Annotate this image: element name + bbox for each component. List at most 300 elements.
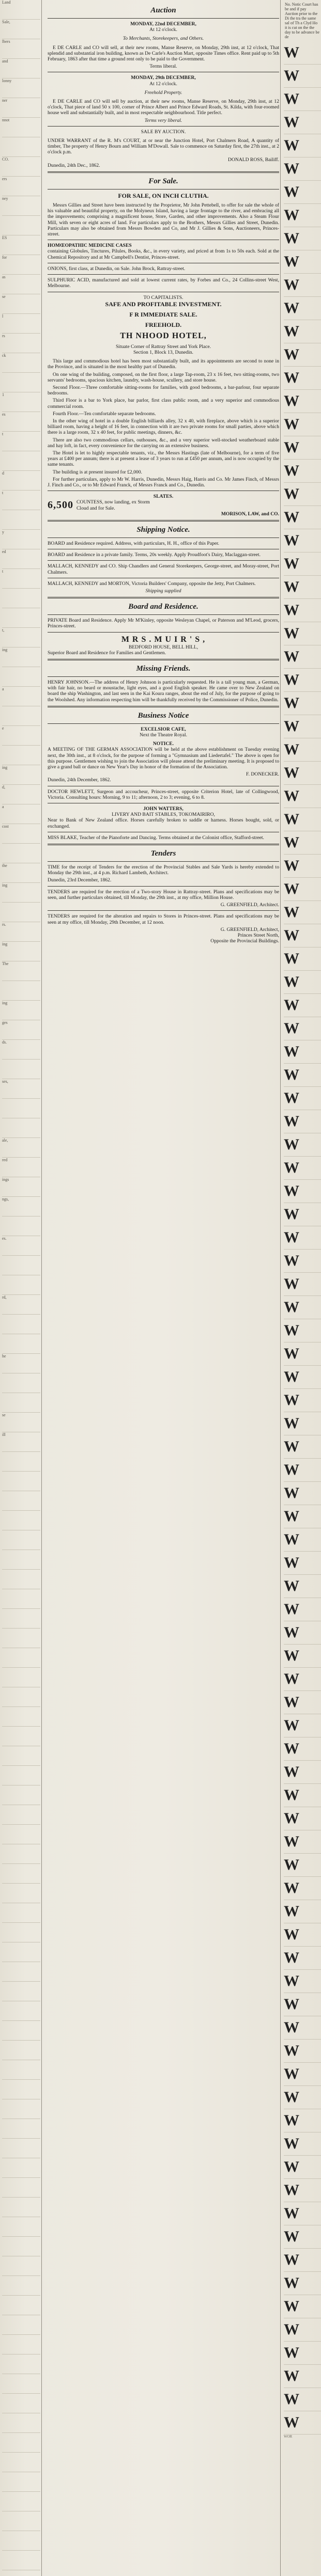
business-header: Business Notice [137,711,189,720]
w-advert-row [284,65,321,88]
w-advert-letter: W [284,857,299,874]
left-column-line [2,137,40,157]
left-column-line [2,1550,40,1570]
watters-body: Near to Bank of New Zealand office. Horses carefully broken to saddle or harness. Horses bought, sold, or exchanged. [48,817,279,829]
w-advert-letter: W [284,2228,299,2245]
w-advert-letter: W [284,880,299,897]
left-column-line: nnot [2,118,40,137]
left-column-line [2,1746,40,1766]
divider [48,676,279,677]
muirs-name: M R S . M U I R ' S , [121,635,206,644]
w-advert-letter: W [284,2182,299,2199]
w-advert-row [284,1040,321,1064]
left-column-line [2,2453,40,2472]
w-advert-letter: W [284,369,299,386]
divider [48,723,279,724]
column-rule-left [41,0,42,2576]
w-advert-letter: W [284,439,299,456]
w-advert-row [284,1830,321,1854]
left-column-line [2,903,40,922]
left-column-line: lonny [2,78,40,98]
left-column-line: ing [2,647,40,667]
w-advert-row [284,1459,321,1482]
watters-title: LIVERY AND BAIT STABLES, TOKOMAIRIRO, [112,812,215,818]
w-advert-row [284,343,321,367]
left-column-line: ill [2,1432,40,1452]
tenders-header: Tenders [150,849,176,858]
w-advert-row [284,320,321,343]
auction-3-body: UNDER WARRANT of the R. M's COURT, at or near the Junction Hotel, Port Chalmers Road, A quantity of timber, The property of Henry Bourn and William M'Dowall. Sale to commence on Saturday first, the 27th inst., at 2 o'clock p.m. [48,138,279,155]
w-advert-letter: W [284,2344,299,2361]
w-advert-row [284,1761,321,1784]
w-advert-letter: W [284,2042,299,2059]
auction-2-date: MONDAY, 29th DECEMBER, [131,75,196,81]
left-column-line: Sale, [2,20,40,39]
w-advert-row [284,88,321,111]
w-advert-row [284,2086,321,2109]
left-column-line [2,1884,40,1903]
w-advert-letter: W [284,1996,299,2013]
left-column-line: rs. [2,922,40,942]
w-advert-row [284,622,321,645]
left-column-line [2,2178,40,2198]
w-advert-letter: W [284,392,299,409]
capitalists-para-10: For further particulars, apply to Mr W. Harris, Dunedin, Messrs Haig, Harris and Co. Mr James Finch, of Messrs J. Finch and Co., or to Mr Edward Franck, of Messrs Franck and Co., Dunedin. [48,476,279,488]
w-advert-letter: W [284,1624,299,1641]
w-advert-row [284,529,321,552]
left-column-line: ale, [2,1138,40,1158]
w-advert-row [284,2016,321,2040]
divider [48,632,279,633]
w-advert-row [284,1157,321,1180]
left-column-line [2,1315,40,1334]
left-column-line [2,1060,40,1079]
left-column-line: t [2,491,40,510]
left-column-line: cost [2,824,40,844]
w-advert-letter: W [284,973,299,990]
w-advert-row [284,1528,321,1552]
w-advert-letter: W [284,44,299,61]
capitalists-para-5: Fourth Floor.—Ten comfortable separate bedrooms. [53,410,156,417]
w-advert-stack [284,41,321,2435]
left-column-line [2,2354,40,2374]
capitalists-para-7: There are also two commodious cellars, outhouses, &c., and a very superior well-stocked weatherboard stable and hay loft, in fact, every convenience for the carrying on an extensive business. [48,437,279,449]
left-column-line [2,1589,40,1609]
w-advert-row [284,41,321,65]
cafe-addr: Next the Theatre Royal. [140,732,187,738]
w-advert-letter: W [284,532,299,549]
w-advert-letter: W [284,2065,299,2082]
w-advert-letter: W [284,1043,299,1060]
left-column-line: ney [2,196,40,216]
w-advert-row [284,1947,321,1970]
w-advert-row [284,1412,321,1435]
left-column-line: es [2,412,40,432]
w-advert-letter: W [284,1484,299,1502]
slates-desc-2: Cloud and for Sale. [77,505,115,511]
left-column-line [2,2217,40,2237]
capitalists-section: Section 1, Block 13, Dunedin. [133,349,193,355]
shipping-ad-1: BOARD and Residence required. Address, with particulars, H. H., office of this Paper. [48,540,220,546]
left-column-line: y [2,530,40,549]
w-advert-row [284,924,321,947]
divider [48,18,279,19]
w-advert-letter: W [284,1415,299,1432]
w-advert-letter: W [284,625,299,642]
w-advert-row [284,390,321,413]
w-advert-row [284,1226,321,1250]
w-advert-letter: W [284,1694,299,1711]
meeting-signer: F. DONECKER. [246,771,279,778]
w-advert-row [284,1110,321,1133]
w-advert-row [284,2040,321,2063]
auction-1-terms: Terms liberal. [149,64,177,70]
w-advert-letter: W [284,811,299,828]
homoeopathic-title: HOMŒOPATHIC MEDICINE CASES [48,243,132,249]
w-advert-row [284,1784,321,1807]
w-advert-letter: W [284,1879,299,1897]
slates-desc [77,499,150,511]
left-column-line [2,510,40,530]
left-column-line [2,1982,40,2001]
slates-row [48,499,279,511]
w-advert-letter: W [284,67,299,84]
w-advert-letter: W [284,323,299,340]
left-column-line [2,2099,40,2119]
w-advert-row [284,1923,321,1947]
left-column-line [2,2511,40,2531]
w-advert-letter: W [284,1229,299,1246]
board-ad-1: PRIVATE Board and Residence. Apply Mr M'Kinley, opposite Wesleyan Chapel, or Paterson and M'Leod, grocers, Princes-street. [48,618,279,629]
left-column-line [2,1864,40,1884]
w-advert-row [284,1807,321,1830]
w-advert-letter: W [284,787,299,804]
w-advert-row [284,2388,321,2411]
divider [48,910,279,911]
left-column-line [2,2080,40,2099]
homoeopathic-ad [48,243,279,260]
left-column-line: t [2,569,40,589]
left-column-line [2,1099,40,1118]
left-column-line [2,2119,40,2139]
left-column-line: ges [2,1020,40,1040]
w-advert-letter: W [284,2019,299,2036]
left-column-line: as [2,275,40,294]
capitalists-para-2: On one wing of the building, composed, on the first floor, a large Tap-room, 23 x 16 feet, two sitting-rooms, two servants' bedrooms, spacious kitchen, laundry, wash-house, scullery, and store house. [48,371,279,383]
left-column-line: red [2,1158,40,1177]
onions-ad: ONIONS, first class, at Dunedin, on Sale. John Brock, Rattray-street. [48,265,186,272]
w-advert-letter: W [284,741,299,758]
w-advert-letter: W [284,2112,299,2129]
left-column-line [2,2296,40,2315]
left-column-line [2,1530,40,1550]
left-column-line: se [2,1413,40,1432]
left-column-line [2,2413,40,2433]
w-advert-row [284,2342,321,2365]
w-advert-letter: W [284,1066,299,1083]
capitalists-para-8: The Hotel is let to highly respectable tenants, viz., the Messrs Hastings (late of Melbourne), for a term of five years at £400 per annum; there is at present a lease of 3 years to run at £450 per annum, and is now occupied by the same tenants. [48,450,279,468]
auction-2-title: Freehold Property. [144,89,182,96]
w-advert-row [284,831,321,855]
tenders-ad-1-dated: Dunedin, 23rd December, 1862. [48,877,112,883]
capitalists-hotel-title: TH NHOOD HOTEL, [120,331,207,340]
inch-clutha-body: Messrs Gillies and Street have been instructed by the Proprietor, Mr John Pettebell, to offer for sale the whole of his valuable and beautiful property, on the Molyneux Island, having a large frontage to the river, and embracing all the improvements; comprising a magnificent house, Store, Garden, and other improvements. Also a Steam Flour Mill, with seven or eight acres of land. For particulars apply to the Brothers, Messrs Gillies and Street, Dunedin. Particulars may also be obtained from Messrs Bowden and Co, and Mr J. Gillies & Sons, Auctioneers, Princes-street. [48,202,279,238]
left-column-line [2,2570,40,2576]
left-column-line [2,2237,40,2256]
left-column-line [2,1629,40,1648]
w-advert-letter: W [284,1345,299,1362]
w-advert-row [284,1900,321,1923]
auction-2-terms: Terms very liberal. [144,117,182,123]
left-column-line [2,1687,40,1707]
left-column-line [2,589,40,608]
w-advert-row [284,2318,321,2342]
w-advert-row [284,2132,321,2156]
w-advert-letter: W [284,2414,299,2431]
w-advert-letter: W [284,2135,299,2152]
left-column-line [2,2021,40,2041]
w-advert-row [284,1296,321,1319]
w-advert-row [284,2249,321,2272]
tenders-ad-2-signer: G. GREENFIELD, Architect. [220,902,279,908]
w-advert-letter: W [284,904,299,921]
w-advert-letter: W [284,1903,299,1920]
w-advert-row [284,227,321,250]
w-advert-letter: W [284,718,299,735]
left-column-line [2,1373,40,1393]
divider [48,520,279,521]
left-column-line [2,2315,40,2335]
left-column-line [2,2551,40,2570]
w-advert-row [284,157,321,181]
w-advert-letter: W [284,485,299,502]
w-advert-row [284,1017,321,1040]
w-advert-letter: W [284,2251,299,2268]
shipping-ad-4: MALLACH, KENNEDY and MORTON, Victoria Builders' Company, opposite the Jetty, Port Chalmers. [48,580,256,587]
divider [48,614,279,615]
capitalists-para-3: Second Floor.—Three comfortable sitting-rooms for families, with good bedrooms, a bar-parlour, four separate bedrooms. [48,384,279,397]
german-association-meeting: A MEETING OF THE GERMAN ASSOCIATION will be held at the above establishment on Tuesday evening next, the 30th inst., at 8 o'clock, for the purpose of forming a "Gymnasium and Liedertafel." The above is open for this purpose. Gentlemen wishing to join the Association will please attend the preliminary meeting. It is proposed to give a grand ball or dance on New Year's Day in honor of the formation of the Association. [48,747,279,770]
capitalists-ad [48,295,279,488]
shipping-header: Shipping Notice. [136,525,190,534]
hewlett-ad: DOCTOR HEWLETT, Surgeon and accoucheur, Princes-street, opposite Criterion Hotel, late of Collingwood, Victoria. Consulting hours: Morning, 9 to 11; afternoon, 2 to 3; evening, 6 to 8. [48,788,279,800]
w-advert-row [284,436,321,460]
w-advert-letter: W [284,2089,299,2106]
left-column-line [2,2198,40,2217]
w-advert-letter: W [284,1601,299,1618]
w-advert-letter: W [284,2158,299,2175]
inch-clutha-ad [48,192,279,237]
w-advert-row [284,599,321,622]
w-advert-row [284,134,321,157]
w-advert-row [284,274,321,297]
w-advert-letter: W [284,2274,299,2291]
left-column-line: a [2,687,40,706]
w-advert-row [284,971,321,994]
left-column-line: The [2,961,40,981]
w-advert-letter: W [284,160,299,177]
tenders-ad-3: TENDERS are required for the alteration and repairs to Stores in Princes-street. Plans and specifications may be seen at my office, till Monday, 29th December, at 12 noon. [48,913,279,925]
divider [48,861,279,862]
w-advert-row [284,2202,321,2225]
w-advert-letter: W [284,346,299,363]
w-advert-letter: W [284,1787,299,1804]
left-column-line [2,1216,40,1236]
left-column-line [2,2472,40,2492]
slates-ad [48,494,279,517]
divider [48,274,279,275]
w-advert-letter: W [284,207,299,224]
w-advert-letter: W [284,1461,299,1478]
w-advert-row [284,297,321,320]
left-column-line: and [2,59,40,78]
left-column-line [2,608,40,628]
w-advert-letter: W [284,1670,299,1687]
w-advert-row [284,2365,321,2388]
w-advert-letter: W [284,1113,299,1130]
left-column-line [2,981,40,1001]
w-advert-letter: W [284,299,299,317]
w-advert-letter: W [284,997,299,1014]
w-advert-row [284,367,321,390]
left-column-line [2,1805,40,1825]
left-column-line [2,1825,40,1844]
w-advert-row [284,1737,321,1761]
left-column-line [2,706,40,726]
w-advert-row [284,1250,321,1273]
w-advert-letter: W [284,2205,299,2222]
w-advert-letter: W [284,764,299,781]
w-advert-row [284,878,321,901]
w-advert-letter: W [284,276,299,293]
left-column-line [2,1962,40,1982]
homoeopathic-body: containing Globules, Tinctures, Pilules, Books, &c., in every variety, and priced at from 1s to 50s each. Sold at the Chemical Repository and at Mr Campbell's Dentist, Princes-street. [48,248,279,260]
w-advert-letter: W [284,1299,299,1316]
column-rule-right [280,0,281,2576]
tenders-ad-2: TENDERS are required for the erection of a Two-story House in Rattray-street. Plans and specifications may be seen, and further particulars obtained, till Monday, the 29th inst., at my office, Million House. [48,889,279,900]
w-advert-row [284,576,321,599]
w-advert-row [284,2156,321,2179]
main-column [48,3,279,944]
divider [48,886,279,887]
left-column-line: ds. [2,1040,40,1060]
w-advert-row [284,2063,321,2086]
for-sale-header: For Sale. [148,177,178,186]
w-advert-letter: W [284,90,299,107]
meeting-dated: Dunedin, 24th December, 1862. [48,777,111,783]
left-column-line [2,1903,40,1923]
divider [48,706,279,707]
w-advert-row [284,1180,321,1203]
w-advert-letter: W [284,2321,299,2338]
left-column-line [2,2256,40,2276]
w-advert-row [284,1714,321,1737]
sulphuric-ad: SULPHURIC ACID, manufactured and sold at lowest current rates, by Forbes and Co., 24 Collins-street West, Melbourne. [48,277,279,289]
w-advert-row [284,1482,321,1505]
w-advert-letter: W [284,1949,299,1966]
muirs-body: Superior Board and Residence for Families and Gentlemen. [48,650,166,656]
w-advert-letter: W [284,1717,299,1734]
w-advert-letter: W [284,1647,299,1664]
left-column-line: ner [2,98,40,118]
w-advert-row [284,692,321,715]
divider [48,560,279,561]
left-column-line: ngs, [2,1197,40,1216]
left-column-line: he [2,1354,40,1373]
capitalists-para-4: Third Floor is a bar to York place, bar parlor, first class public room, and a very superior and commodious commercial room. [48,398,279,409]
w-advert-row [284,1435,321,1459]
capitalists-for-sale: F R IMMEDIATE SALE. [129,310,197,318]
w-advert-row [284,994,321,1017]
w-advert-letter: W [284,253,299,270]
w-advert-row [284,1598,321,1621]
capitalists-situated: Situate Corner of Rattray Street and York Place. [115,343,211,350]
w-advert-row [284,506,321,529]
w-advert-row [284,1552,321,1575]
divider [48,171,279,173]
left-column-line: ers [2,177,40,196]
w-advert-row [284,1575,321,1598]
auction-3-title: SALE BY AUCTION. [141,129,186,135]
left-column-line [2,451,40,471]
left-column-line [2,1844,40,1864]
w-advert-letter: W [284,1275,299,1292]
w-advert-letter: W [284,1856,299,1873]
slates-desc-1: COUNTESS, now landing, ex Storm [77,499,150,505]
w-advert-row [284,645,321,669]
left-column-line [2,1648,40,1668]
missing-body: HENRY JOHNSON.—The address of Henry Johnson is particularly requested. He is a tall young man, a German, with fair hair, no beard or moustache, light eyes, and a good English speaker. He came over to New Zealand on board the ship Washington, and last seen in the Kai Koura ranges, about the end of July, for the purpose of going to the Woolshed. Any information respecting him will be thankfully received by the Commissioner of Police, Dunedin. [48,679,279,703]
w-advert-row [284,250,321,274]
left-column-line [2,2041,40,2060]
right-column-top-text: No. Notic Court has be and if pay Auction prior to the Di the tra the same sal of Th a Clyd Ho it is cut on the the day to be advance be de [285,2,320,39]
left-column-line [2,1491,40,1511]
w-advert-letter: W [284,2367,299,2384]
w-advert-row [284,1389,321,1412]
left-column-line: ses, [2,1079,40,1099]
auction-ad-1 [48,21,279,69]
auction-1-time: At 12 o'clock. [149,27,177,33]
cafe-name: EXCELSIOR CAFE, [141,726,186,732]
left-column-line [2,1785,40,1805]
w-advert-letter: W [284,509,299,526]
w-advert-row [284,762,321,785]
left-column-line [2,1472,40,1491]
w-advert-letter: W [284,1763,299,1780]
w-advert-letter: W [284,1577,299,1594]
w-advert-row [284,111,321,134]
notice-title: NOTICE. [152,741,174,747]
w-advert-letter: W [284,137,299,154]
left-column-line [2,2433,40,2453]
w-advert-row [284,738,321,762]
w-advert-row [284,2272,321,2295]
left-column-line [2,844,40,863]
left-column-line: ing [2,765,40,785]
auction-1-date: MONDAY, 22nd DECEMBER, [130,21,196,27]
watters-name: JOHN WATTERS, [143,806,184,812]
w-advert-row [284,1877,321,1900]
w-advert-letter: W [284,1252,299,1269]
shipping-footer: Shipping supplied [145,588,181,594]
w-advert-letter: W [284,2298,299,2315]
w-advert-row [284,460,321,483]
left-column-line [2,2001,40,2021]
left-column-line [2,2374,40,2394]
auction-header: Auction [150,6,176,14]
left-column-line: CO. [2,157,40,177]
muirs-house: BEDFORD HOUSE, BELL HILL, [128,644,198,650]
